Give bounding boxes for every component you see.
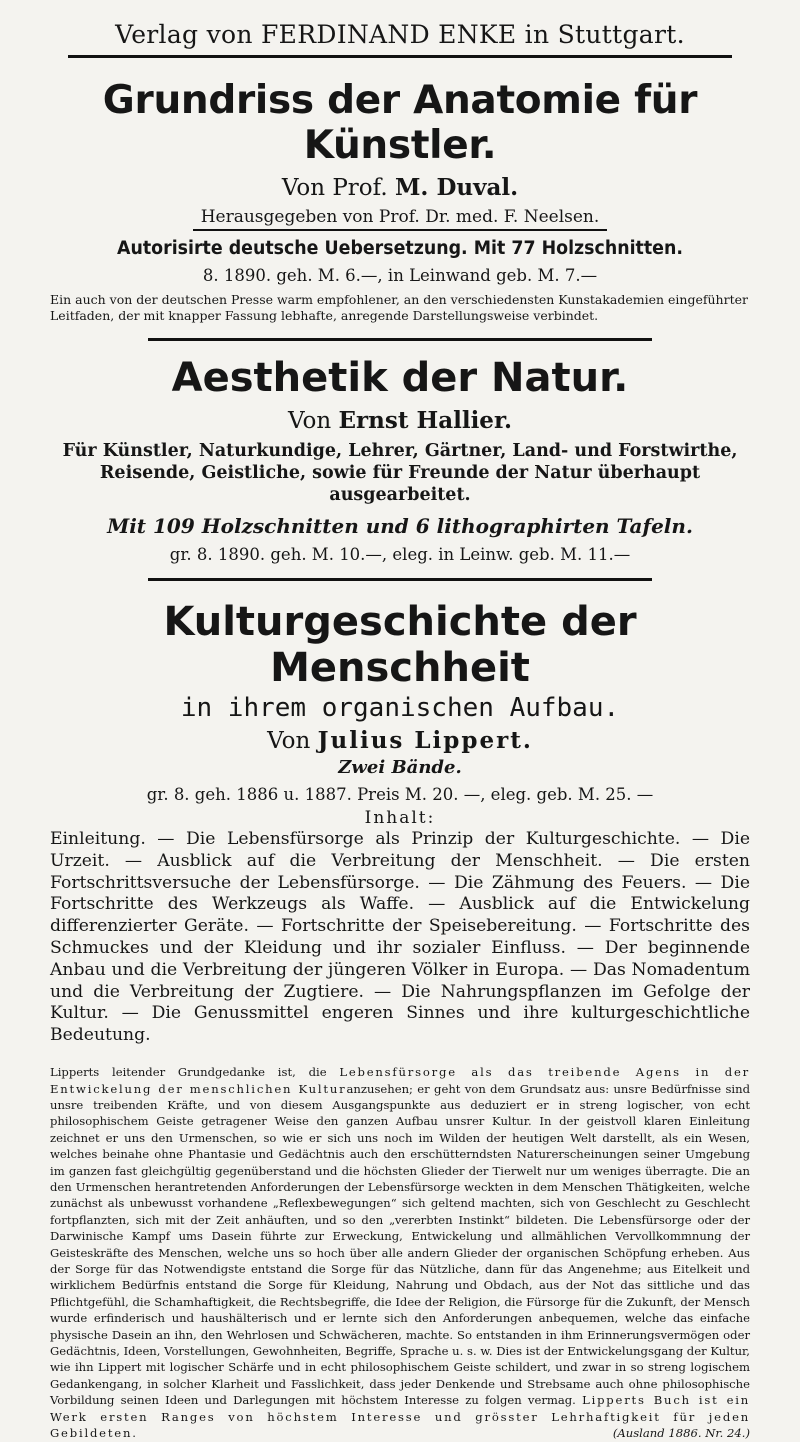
book-anatomy-author xyxy=(50,174,750,201)
book-cultural-history xyxy=(50,599,750,1442)
book-aesthetics-illustrations: Mit 109 Holzschnitten und 6 lithographirten Tafeln. xyxy=(107,514,693,538)
book-anatomy xyxy=(50,78,750,324)
contents-list: Einleitung. — Die Lebensfürsorge als Prinzip der Kulturgeschichte. — Die Urzeit. — Ausblick auf die Verbreitung der Menschheit. — Die ersten Fortschrittsversuche der Lebensfürsorge. — Die Zähmung des Feuers. — Die Fortschritte des Werkzeugs als Waffe. — Ausblick auf die Entwickelung differenzierter Geräte. — Fortschritte der Speisebereitung. — Fortschritte des Schmuckes und der Kleidung und ihr sozialer Einfluss. — Der beginnende Anbau und die Verbreitung der jüngeren Völker in Europa. — Das Nomadentum und die Verbreitung der Zugtiere. — Die Nahrungspflanzen im Gefolge der Kultur. — Die Genussmittel engeren Sinnes und ihre kulturgeschichtliche Bedeutung. xyxy=(50,829,750,1046)
book-aesthetics-price: gr. 8. 1890. geh. M. 10.—, eleg. in Leinw. geb. M. 11.— xyxy=(169,545,631,564)
review-text-2: anzusehen; er geht von dem Grundsatz aus: unsre Bedürfnisse sind unsre treibenden Kräfte, und von diesem Ausgangspunkte aus deduziert er in streng logischer, von echt philosophischem Geiste getragener Weise den ganzen Aufbau unsrer Kultur. In der geistvoll klaren Einleitung zeichnet er uns den Urmenschen, so wie er sich uns noch im Wilden der heutigen Welt darstellt, als ein Wesen, welches beinahe ohne Phantasie und Gedächtnis auch den erschütterndsten Naturerscheinungen seiner Umgebung im ganzen fast gleichgültig gegenüberstand und die höchsten Glieder der Tierwelt nur um weniges überragte. Die an den Urmenschen herantretenden Anforderungen der Lebensfürsorge weckten in dem Menschen Thätigkeiten, welche zunächst als unbewusst vorhandene „Reflexbewegungen“ sich geltend machten, sich von Geschlecht zu Geschlecht fortpflanzten, sich mit der Zeit anhäuften, und so den „vererbten Instinkt“ bildeten. Die Lebensfürsorge oder der Darwinische Kampf ums Dasein führte zur Erweckung, Entwickelung und allmählichen Vervollkommnung der Geisteskräfte des Menschen, welche uns so hoch über alle andern Glieder der organischen Schöpfung erheben. Aus der Sorge für das Notwendigste entstand die Sorge für das Nützliche, dann für das Angenehme; aus Eitelkeit und wirklichem Bedürfnis entstand die Sorge für Kleidung, Nahrung und Obdach, aus der Not das sittliche und das Pflichtgefühl, die Schamhaftigkeit, die Rechtsbegriffe, die Idee der Religion, die Fürsorge für die Zukunft, der Mensch wurde erfinderisch und haushälterisch und er lernte sich den Anforderungen anbequemen, welche das einfache physische Dasein an ihn, den Wehrlosen und Schwächeren, machte. So entstanden in ihm Erinnerungsvermögen oder Gedächtnis, Ideen, Vorstellungen, Gewohnheiten, Begriffe, Sprache u. s. w. Dies ist der Entwickelungsgang der Kultur, wie ihn Lippert mit logischer Schärfe und in echt philosophischem Geiste schildert, und zwar in so streng logischem Gedankengang, in solcher Klarheit und Fasslichkeit, dass jeder Denkende und Strebsame auch ohne philosophische Vorbildung seinen Ideen und Darlegungen mit höchstem Interesse zu folgen vermag. xyxy=(50,1081,750,1408)
review-emphasis-2: Lipperts Buch ist ein Werk ersten Ranges von höchstem Interesse und grösster Lehrhaftigkeit für jeden Gebildeten. xyxy=(50,1393,751,1441)
review-source: (Ausland 1886. Nr. 24.) xyxy=(612,1426,750,1441)
book-cultural-history-subtitle: in ihrem organischen Aufbau. xyxy=(180,693,620,723)
book-anatomy-translation-note: Autorisirte deutsche Uebersetzung. Mit 77 Holzschnitten. xyxy=(117,238,683,259)
author-prefix: Von xyxy=(288,408,332,434)
book-cultural-history-price: gr. 8. geh. 1886 u. 1887. Preis M. 20. —, eleg. geb. M. 25. — xyxy=(146,785,654,804)
top-rule xyxy=(68,55,732,58)
author-name: Ernst Hallier. xyxy=(338,407,512,434)
book-aesthetics-audience: Für Künstler, Naturkundige, Lehrer, Gärtner, Land- und Forstwirthe, Reisende, Geistliche, sowie für Freunde der Natur überhaupt ausgearbeitet. xyxy=(62,441,738,505)
section-divider xyxy=(148,578,652,581)
author-prefix: Von xyxy=(267,728,311,754)
section-divider xyxy=(148,338,652,341)
author-name: Julius Lippert. xyxy=(317,727,533,754)
book-anatomy-blurb: Ein auch von der deutschen Presse warm empfohlener, an den verschiedensten Kunstakademien eingeführter Leitfaden, der mit knapper Fassung lebhafte, anregende Darstellungsweise verbindet. xyxy=(50,292,748,323)
author-prefix: Von Prof. xyxy=(281,175,388,201)
book-anatomy-price: 8. 1890. geh. M. 6.—, in Leinwand geb. M. 7.— xyxy=(202,266,598,285)
book-cultural-history-volumes: Zwei Bände. xyxy=(338,757,462,778)
book-cultural-history-author xyxy=(50,727,750,754)
book-cultural-history-title: Kulturgeschichte der Menschheit xyxy=(163,599,637,691)
contents-heading: Inhalt: xyxy=(364,808,436,828)
book-anatomy-editor: Herausgegeben von Prof. Dr. med. F. Neelsen. xyxy=(193,207,608,231)
book-aesthetics xyxy=(50,355,750,564)
author-name: M. Duval. xyxy=(394,174,519,201)
book-aesthetics-title: Aesthetik der Natur. xyxy=(171,355,629,401)
book-aesthetics-author xyxy=(50,407,750,434)
publisher-line: Verlag von FERDINAND ENKE in Stuttgart. xyxy=(115,20,685,49)
review-quote xyxy=(50,1064,750,1441)
book-anatomy-title: Grundriss der Anatomie für Künstler. xyxy=(102,78,698,168)
review-text-1: Lipperts leitender Grundgedanke ist, die xyxy=(50,1065,327,1080)
review-emphasis-1: Lebensfürsorge als das treibende Agens in der Entwickelung der menschlichen Kultur xyxy=(50,1065,751,1096)
